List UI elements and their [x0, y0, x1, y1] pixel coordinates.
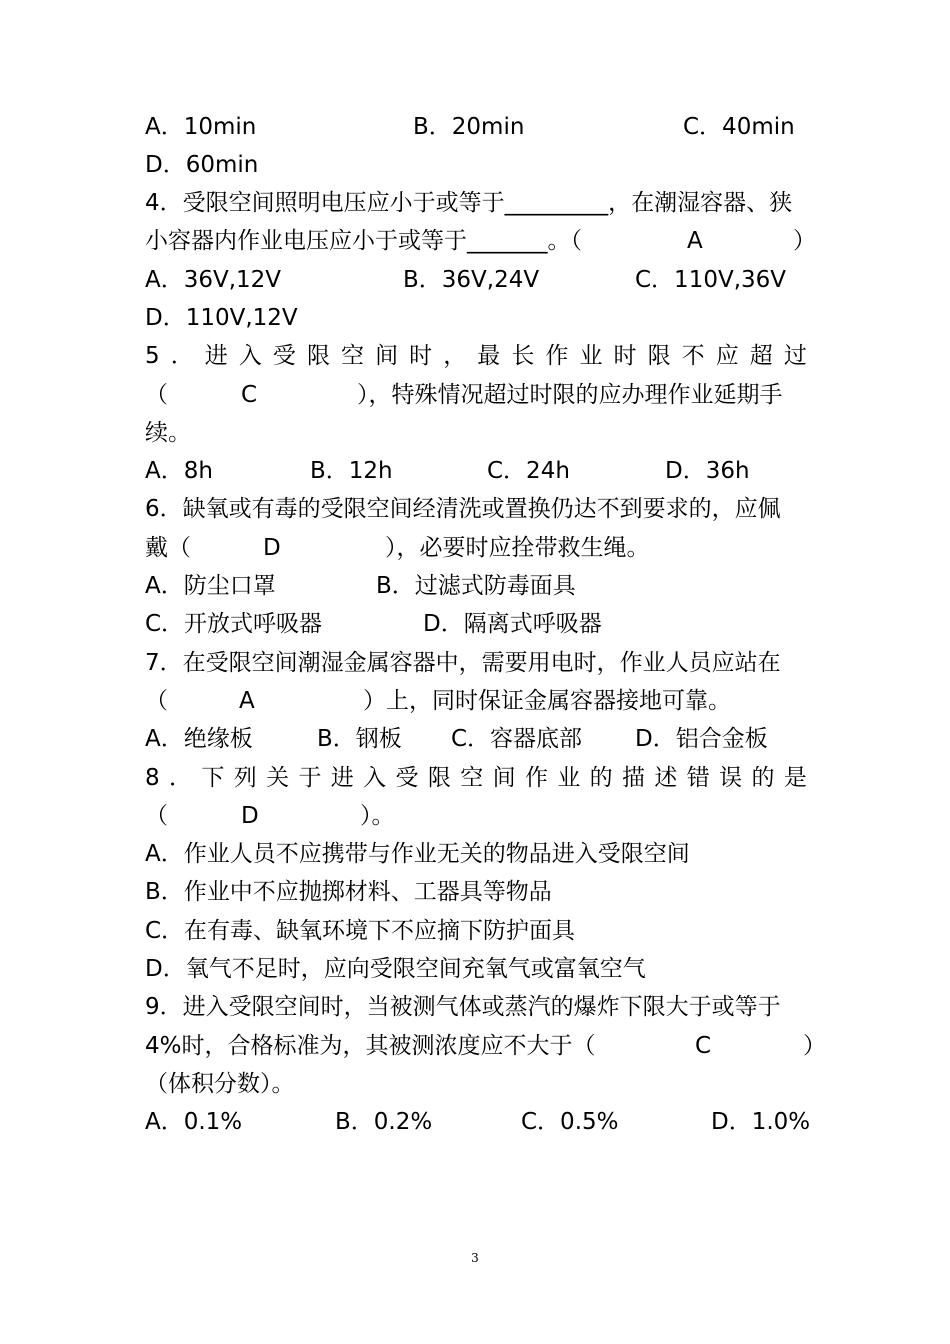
text-glyph: 作 [524, 765, 548, 791]
text-glyph: 最 [477, 343, 501, 369]
text-line [145, 797, 807, 835]
text-glyph: ． [170, 343, 194, 369]
text-glyph: 描 [622, 765, 646, 791]
text-glyph: ， [443, 343, 467, 369]
text-glyph: 进 [204, 343, 228, 369]
text-glyph: 的 [751, 765, 775, 791]
text-line [145, 912, 807, 950]
text-segment: 4%时，合格标准为，其被测浓度应不大于（ [145, 1033, 596, 1059]
text-segment: ），必要时应拴带救生绳。 [385, 535, 650, 561]
text-segment: A．绝缘板 [145, 726, 253, 752]
text-glyph: 时 [409, 343, 433, 369]
text-glyph: 受 [272, 343, 296, 369]
text-glyph: 是 [783, 765, 807, 791]
text-segment: B．36V,24V [403, 267, 540, 293]
text-glyph: 超 [749, 343, 773, 369]
text-glyph: 间 [375, 343, 399, 369]
text-line [145, 720, 807, 758]
text-segment: B．12h [310, 458, 393, 484]
text-line [145, 299, 807, 337]
text-segment: 9．进入受限空间时，当被测气体或蒸汽的爆炸下限大于或等于 [145, 994, 781, 1020]
text-line [145, 414, 807, 452]
text-segment: A [239, 688, 255, 714]
text-segment: （ [145, 382, 168, 408]
text-segment: C．开放式呼吸器 [145, 611, 323, 637]
text-glyph: 受 [395, 765, 419, 791]
text-segment: D．60min [145, 152, 259, 178]
text-glyph: 作 [545, 343, 569, 369]
text-glyph: 8 [145, 765, 160, 791]
text-glyph: 限 [427, 765, 451, 791]
text-line [145, 529, 807, 567]
text-segment: C．110V,36V [635, 267, 787, 293]
text-line [145, 1027, 826, 1065]
text-segment: 4．受限空间照明电压应小于或等于_________，在潮湿容器、狭 [145, 190, 793, 216]
text-line [145, 835, 807, 873]
text-line [145, 873, 807, 911]
text-segment: 续。 [145, 420, 191, 446]
text-glyph: 空 [341, 343, 365, 369]
text-glyph: 入 [238, 343, 262, 369]
text-line [145, 682, 807, 720]
text-line [145, 261, 807, 299]
text-segment: C [695, 1033, 712, 1059]
text-line [145, 567, 807, 605]
text-segment: B．20min [413, 114, 525, 140]
text-glyph: 间 [492, 765, 516, 791]
text-glyph: 于 [298, 765, 322, 791]
text-glyph: 下 [201, 765, 225, 791]
text-segment: C．40min [683, 114, 795, 140]
text-segment: B．过滤式防毒面具 [376, 573, 576, 599]
page-number: 3 [471, 1251, 479, 1265]
text-segment: ） [793, 228, 816, 254]
text-segment: C [241, 382, 258, 408]
text-segment: A．防尘口罩 [145, 573, 276, 599]
text-segment: 7．在受限空间潮湿金属容器中，需要用电时，作业人员应站在 [145, 650, 781, 676]
text-segment: A [687, 228, 703, 254]
text-segment: D [241, 803, 259, 829]
text-glyph: 过 [783, 343, 807, 369]
text-segment: B．钢板 [317, 726, 402, 752]
text-segment: D．氧气不足时，应向受限空间充氧气或富氧空气 [145, 956, 646, 982]
text-segment: D．隔离式呼吸器 [423, 611, 602, 637]
text-line [145, 1065, 807, 1103]
text-line [145, 146, 807, 184]
text-segment: D [263, 535, 281, 561]
text-glyph: 时 [613, 343, 637, 369]
text-glyph: 长 [511, 343, 535, 369]
text-segment: 6．缺氧或有毒的受限空间经清洗或置换仍达不到要求的，应佩 [145, 496, 781, 522]
text-glyph: 入 [363, 765, 387, 791]
text-segment: D．铝合金板 [635, 726, 768, 752]
text-segment: ）。 [360, 803, 395, 829]
text-glyph: 业 [579, 343, 603, 369]
text-segment: B．作业中不应抛掷材料、工器具等物品 [145, 879, 552, 905]
text-glyph: 错 [686, 765, 710, 791]
text-segment: A．36V,12V [145, 267, 282, 293]
text-segment: D．110V,12V [145, 305, 298, 331]
text-segment: D．1.0% [711, 1109, 811, 1135]
text-segment: C．容器底部 [451, 726, 583, 752]
text-glyph: 不 [681, 343, 705, 369]
text-line [145, 337, 807, 375]
text-glyph: 限 [647, 343, 671, 369]
text-line [145, 108, 807, 146]
text-segment: ） [803, 1033, 826, 1059]
text-segment: A．0.1% [145, 1109, 243, 1135]
text-glyph: 列 [233, 765, 257, 791]
text-glyph: 关 [266, 765, 290, 791]
text-segment: C．0.5% [521, 1109, 619, 1135]
text-glyph: 的 [589, 765, 613, 791]
text-line [145, 376, 807, 414]
text-line [145, 605, 807, 643]
text-segment: B．0.2% [335, 1109, 433, 1135]
text-glyph: 进 [330, 765, 354, 791]
text-glyph: 误 [719, 765, 743, 791]
text-line [145, 644, 807, 682]
text-segment: D．36h [665, 458, 750, 484]
text-segment: A．10min [145, 114, 257, 140]
text-glyph: 应 [715, 343, 739, 369]
text-line [145, 452, 807, 490]
text-glyph: 述 [654, 765, 678, 791]
text-line [145, 759, 807, 797]
text-glyph: 空 [460, 765, 484, 791]
text-segment: （体积分数）。 [145, 1071, 295, 1097]
text-line [145, 222, 816, 260]
text-segment: （ [145, 803, 168, 829]
text-glyph: 业 [557, 765, 581, 791]
text-segment: A．作业人员不应携带与作业无关的物品进入受限空间 [145, 841, 690, 867]
text-line [145, 184, 807, 222]
text-line [145, 490, 807, 528]
text-segment: ），特殊情况超过时限的应办理作业延期手 [357, 382, 783, 408]
text-segment: A．8h [145, 458, 213, 484]
text-segment: C．24h [487, 458, 570, 484]
text-segment: C．在有毒、缺氧环境下不应摘下防护面具 [145, 918, 576, 944]
text-segment: （ [145, 688, 168, 714]
text-glyph: 限 [306, 343, 330, 369]
text-segment: 戴（ [145, 535, 191, 561]
text-line [145, 988, 807, 1026]
text-glyph: ． [169, 765, 192, 791]
text-segment: ）上，同时保证金属容器接地可靠。 [363, 688, 731, 714]
text-line [145, 1103, 811, 1141]
text-glyph: 5 [145, 343, 160, 369]
text-segment: 小容器内作业电压应小于或等于_______。（ [145, 228, 582, 254]
text-line [145, 950, 807, 988]
